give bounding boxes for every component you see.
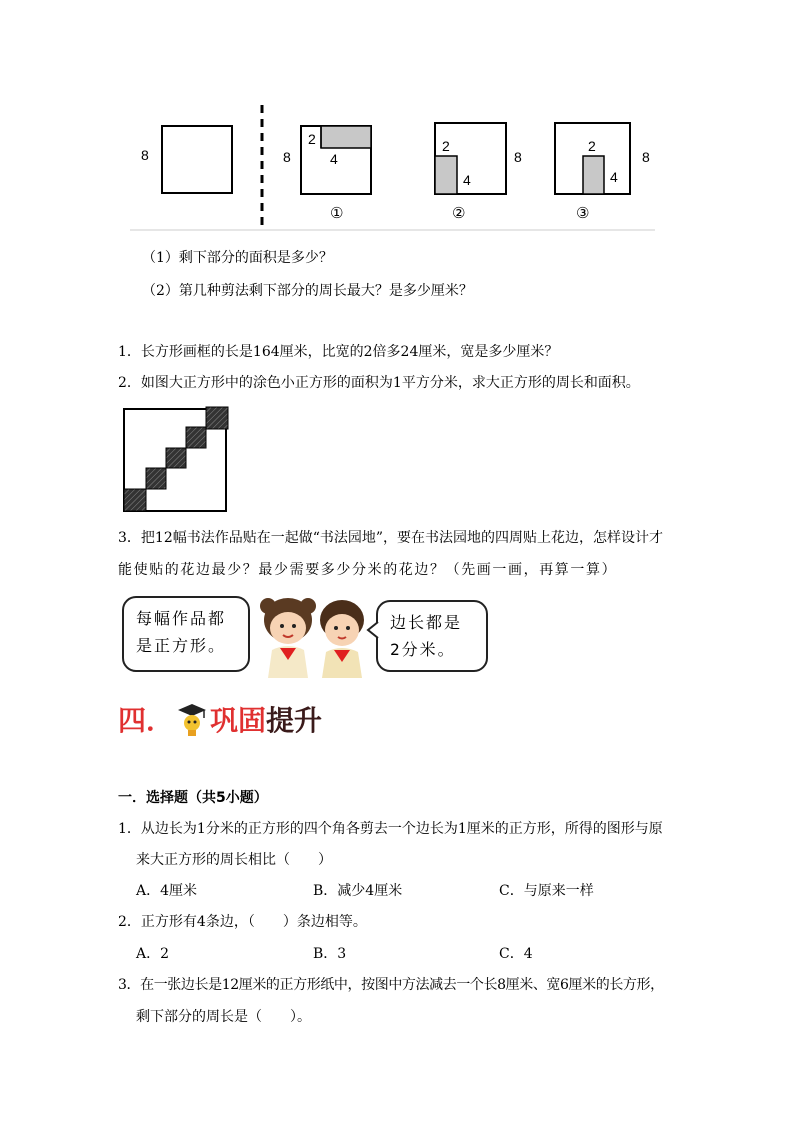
left-bubble-line-1: 每幅作品都 (136, 609, 227, 628)
choice-q2-line-1: 2．正方形有4条边，（ ）条边相等。 (118, 914, 367, 930)
section-title-part-2: 提升 (266, 704, 323, 737)
section-heading (118, 704, 174, 738)
right-speech-bubble (376, 600, 488, 672)
choice-q2-option-c[interactable]: C．4 (499, 946, 533, 962)
graduate-icon (176, 702, 208, 738)
cut-square-1-shaded (321, 126, 371, 148)
right-bubble-line-1: 边长都是 (390, 613, 463, 632)
shaded-small-square (166, 448, 186, 468)
choice-q1-option-a[interactable]: A．4厘米 (136, 883, 198, 899)
problem-3-line-2: 能使贴的花边最少？最少需要多少分米的花边？（先画一画，再算一算） (118, 562, 618, 578)
choice-q2-option-b[interactable]: B．3 (313, 946, 347, 962)
choice-q2-option-a[interactable]: A．2 (136, 946, 170, 962)
choice-header: 一．选择题（共5小题） (118, 790, 268, 806)
shaded-small-square (124, 489, 146, 511)
left-speech-bubble (122, 596, 250, 672)
problem-1: 1．长方形画框的长是164厘米，比宽的2倍多24厘米，宽是多少厘米？ (118, 344, 559, 360)
section-title-part-1: 巩固 (210, 704, 267, 737)
problem-2: 2．如图大正方形中的涂色小正方形的面积为1平方分米，求大正方形的周长和面积。 (118, 375, 640, 391)
left-bubble-line-2: 是正方形。 (136, 636, 227, 655)
right-bubble-line-2: 2分米。 (390, 640, 456, 659)
choice-q1-line-1: 1．从边长为1分米的正方形的四个角各剪去一个边长为1厘米的正方形，所得的图形与原 (118, 821, 663, 837)
circle-label-1: ① (330, 205, 344, 222)
staircase-square-figure (118, 404, 232, 514)
circle-label-3: ③ (576, 205, 590, 222)
cut-square-3-small-label: 2 (588, 138, 596, 154)
choice-q3-line-1: 3．在一张边长是12厘米的正方形纸中，按图中方法减去一个长8厘米、宽6厘米的长方形， (118, 977, 664, 993)
speech-illustration (118, 592, 492, 678)
cut-square-3-side-label: 8 (642, 149, 650, 165)
cut-square-1-long-label: 4 (330, 151, 338, 167)
choice-q3-line-2: 剩下部分的周长是（ ）。 (136, 1009, 311, 1025)
original-square-side-label: 8 (141, 147, 149, 163)
choice-q1-option-b[interactable]: B．减少4厘米 (313, 883, 403, 899)
right-bubble-tail (366, 620, 380, 640)
cut-squares-figure (130, 100, 660, 232)
cut-square-3-shaded (583, 156, 604, 194)
choice-q1-option-c[interactable]: C．与原来一样 (499, 883, 594, 899)
cut-square-1-side-label: 8 (283, 149, 291, 165)
cut-square-2-side-label: 8 (514, 149, 522, 165)
circle-label-2: ② (452, 205, 466, 222)
sub-question-2: （2）第几种剪法剩下部分的周长最大？是多少厘米？ (142, 283, 473, 299)
children-illustration (250, 592, 378, 678)
section-title (210, 704, 322, 738)
cut-square-2-small-label: 2 (442, 138, 450, 154)
cut-square-2-shaded (435, 156, 457, 194)
shaded-small-square (186, 427, 206, 448)
original-square (162, 126, 232, 193)
sub-question-1: （1）剩下部分的面积是多少？ (142, 250, 333, 266)
cut-square-1-small-label: 2 (308, 131, 316, 147)
choice-q1-line-2: 来大正方形的周长相比（ ） (136, 852, 332, 868)
shaded-small-square (206, 407, 228, 429)
cut-square-3-long-label: 4 (610, 169, 618, 185)
shaded-small-square (146, 468, 166, 489)
section-number: 四． (118, 704, 175, 737)
problem-3-line-1: 3．把12幅书法作品贴在一起做“书法园地”，要在书法园地的四周贴上花边，怎样设计才 (118, 530, 664, 546)
cut-square-2-long-label: 4 (463, 172, 471, 188)
